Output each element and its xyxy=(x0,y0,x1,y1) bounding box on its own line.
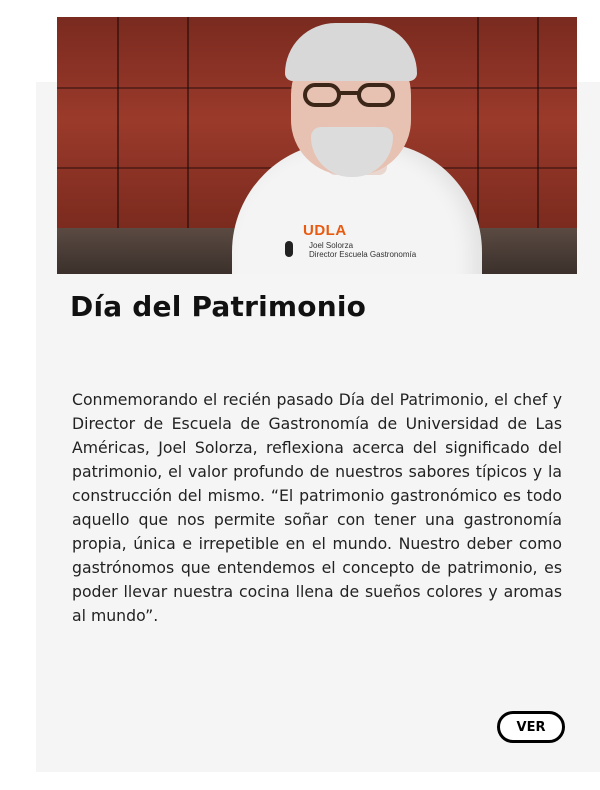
glasses-icon xyxy=(303,83,341,107)
jacket-embroidery xyxy=(309,241,416,259)
article-title: Día del Patrimonio xyxy=(70,290,367,323)
microphone-icon xyxy=(285,241,293,257)
embroidery-name: Joel Solorza xyxy=(309,241,354,250)
chef-photo xyxy=(57,17,577,274)
embroidery-role: Director Escuela Gastronomía xyxy=(309,250,417,259)
article-body: Conmemorando el recién pasado Día del Patrimonio, el chef y Director de Escuela de Gastronomía de Universidad de Las Américas, Joel Solorza, reflexiona acerca del significado del patrimonio, el valor profundo de nuestros sabores típicos y la construcción del mismo. “El patrimonio gastronómico es todo aquello que nos permite soñar con tener una gastronomía propia, única e irrepetible en el mundo. Nuestro deber como gastrónomos que entendemos el concepto de patrimonio, es poder llevar nuestra cocina llena de sueños colores y aromas al mundo”. xyxy=(72,390,562,625)
udla-logo: UDLA xyxy=(303,222,347,239)
ver-button[interactable]: VER xyxy=(497,711,565,743)
